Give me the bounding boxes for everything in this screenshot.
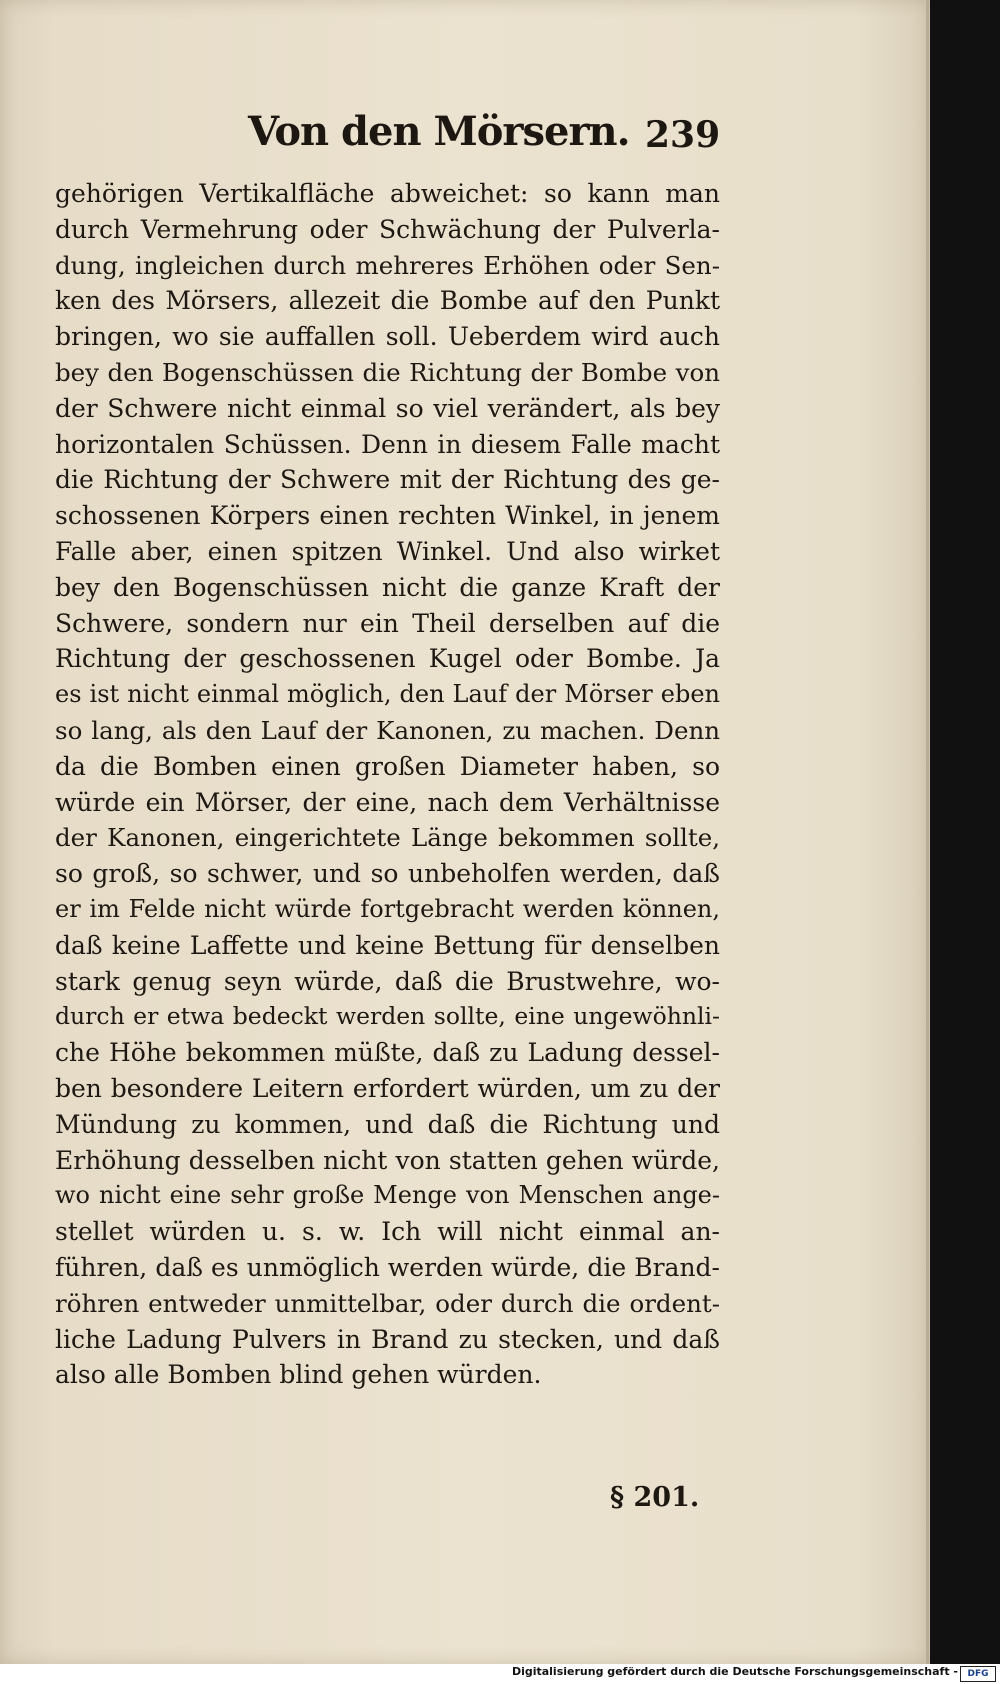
text-line: bringen, wo sie auffallen soll. Ueberdem wird auch <box>55 322 720 352</box>
text-line: da die Bomben einen großen Diameter haben, so <box>55 751 720 781</box>
dfg-logo-icon: DFG <box>960 1666 996 1682</box>
text-line: daß keine Laffette und keine Bettung für denselben <box>55 930 720 960</box>
text-line: die Richtung der Schwere mit der Richtung des ge- <box>55 465 720 495</box>
text-line: Mündung zu kommen, und daß die Richtung und <box>55 1109 720 1139</box>
text-line: dung, ingleichen durch mehreres Erhöhen oder Sen- <box>55 250 720 280</box>
text-line: gehörigen Vertikalfläche abweichet: so kann man <box>55 179 720 208</box>
text-line: schossenen Körpers einen rechten Winkel, in jenem <box>55 501 720 531</box>
page-number: 239 <box>645 114 721 156</box>
text-line: Richtung der geschossenen Kugel oder Bombe. Ja <box>55 644 720 674</box>
text-line: würde ein Mörser, der eine, nach dem Verhältnisse <box>55 787 720 817</box>
text-line: durch Vermehrung oder Schwächung der Pulverla- <box>55 214 720 244</box>
footer-credit: Digitalisierung gefördert durch die Deutsche Forschungsgemeinschaft - <box>511 1665 958 1678</box>
text-line: so lang, als den Lauf der Kanonen, zu machen. Denn <box>55 715 720 745</box>
text-line: horizontalen Schüssen. Denn in diesem Falle macht <box>55 429 720 459</box>
text-line: Schwere, sondern nur ein Theil derselben auf die <box>55 608 720 638</box>
text-line: liche Ladung Pulvers in Brand zu stecken, und daß <box>55 1324 720 1354</box>
text-line: ken des Mörsers, allezeit die Bombe auf den Punkt <box>55 286 720 316</box>
scan-dark-edge <box>924 0 1000 1664</box>
text-line: der Schwere nicht einmal so viel verändert, als bey <box>55 393 720 423</box>
text-line: er im Felde nicht würde fortgebracht werden können, <box>55 894 720 923</box>
text-line: so groß, so schwer, und so unbeholfen werden, daß <box>55 859 720 889</box>
page-edge-line <box>926 0 929 1664</box>
text-line: ben besondere Leitern erfordert würden, um zu der <box>55 1073 720 1103</box>
text-line: stellet würden u. s. w. Ich will nicht einmal an- <box>55 1217 720 1247</box>
text-line: röhren entweder unmittelbar, oder durch die ordent- <box>55 1288 720 1318</box>
text-line: Erhöhung desselben nicht von statten gehen würde, <box>55 1145 720 1175</box>
text-line: also alle Bomben blind gehen würden. <box>55 1360 542 1390</box>
text-line: wo nicht eine sehr große Menge von Menschen ange- <box>55 1181 720 1210</box>
page-header <box>0 108 930 168</box>
text-line: che Höhe bekommen müßte, daß zu Ladung dessel- <box>55 1038 720 1068</box>
text-line: bey den Bogenschüssen nicht die ganze Kraft der <box>55 572 720 602</box>
catchword: § 201. <box>610 1482 700 1513</box>
text-line: Falle aber, einen spitzen Winkel. Und also wirket <box>55 536 720 566</box>
text-line: durch er etwa bedeckt werden sollte, eine ungewöhnli- <box>55 1002 720 1031</box>
running-head: Von den Mörsern. <box>248 108 630 155</box>
text-line: der Kanonen, eingerichtete Länge bekommen sollte, <box>55 823 720 853</box>
body-text <box>55 176 720 1393</box>
text-line: es ist nicht einmal möglich, den Lauf der Mörser eben <box>55 680 720 709</box>
text-line: stark genug seyn würde, daß die Brustwehre, wo- <box>55 966 720 996</box>
text-line: bey den Bogenschüssen die Richtung der Bombe von <box>55 357 720 387</box>
digitization-footer <box>0 1664 1000 1684</box>
text-line: führen, daß es unmöglich werden würde, die Brand- <box>55 1252 720 1282</box>
